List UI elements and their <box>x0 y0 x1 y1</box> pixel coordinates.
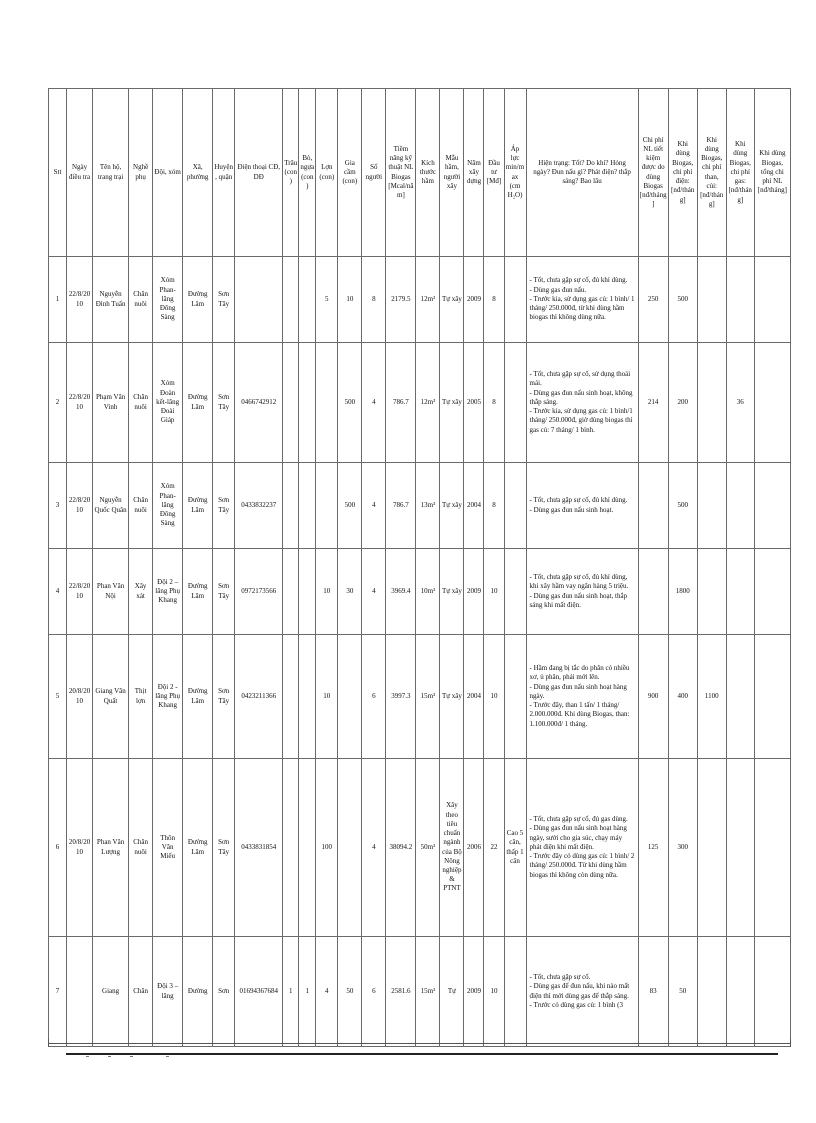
header-build-year: Năm xây dựng <box>464 89 484 257</box>
footer-rule-tick-right <box>790 1039 791 1047</box>
cell-digester-size: 12m³ <box>416 257 440 343</box>
cell-survey-date: 22/8/2010 <box>67 257 93 343</box>
cell-investment: 10 <box>484 635 504 759</box>
cell-biogas-potential: 2179.5 <box>386 257 416 343</box>
cell-side-job: Xây xát <box>129 549 153 635</box>
cell-cattle-horse: 1 <box>299 937 316 1047</box>
cell-electricity-cost: 300 <box>668 759 697 937</box>
cell-district: Sơn Tây <box>213 257 235 343</box>
cell-poultry: 500 <box>338 463 362 549</box>
cell-side-job: Chăn nuôi <box>129 257 153 343</box>
cell-persons: 6 <box>362 635 386 759</box>
cell-build-year: 2006 <box>464 759 484 937</box>
cell-district: Sơn Tây <box>213 343 235 463</box>
cell-pressure <box>504 635 526 759</box>
cell-total-energy-cost <box>754 343 790 463</box>
header-commune: Xã, phường <box>183 89 213 257</box>
cell-district: Sơn Tây <box>213 635 235 759</box>
cell-cattle-horse <box>299 343 316 463</box>
cell-commune: Đường Lâm <box>183 343 213 463</box>
cell-buffalo <box>283 549 299 635</box>
cell-build-year: 2004 <box>464 635 484 759</box>
footer-rule-tick-left <box>48 1039 49 1047</box>
cell-commune: Đường Lâm <box>183 463 213 549</box>
cell-electricity-cost: 500 <box>668 463 697 549</box>
cell-status-notes: - Tốt, chưa gặp sự cố, đủ khí dùng. - Dùng gas đun nấu. - Trước kia, sử dụng gas củ: 1 bình/ 1 tháng/ 250.000đ, từ khi dùng hầm biogas thì không dùng nữa. <box>526 257 638 343</box>
cell-buffalo <box>283 635 299 759</box>
cell-build-year: 2005 <box>464 343 484 463</box>
cell-coal-wood-cost <box>697 759 726 937</box>
cell-household-name: Phan Văn Lượng <box>93 759 129 937</box>
cell-digester-type: Tự xây <box>440 343 464 463</box>
cell-pressure: Cao 5 cân, thấp 1 cân <box>504 759 526 937</box>
cell-poultry: 500 <box>338 343 362 463</box>
cell-commune: Đường Lâm <box>183 257 213 343</box>
header-persons: Số người <box>362 89 386 257</box>
cell-energy-cost-saved: 83 <box>638 937 668 1047</box>
cell-status-notes: - Tốt, chưa gặp sự cố, đủ khí dùng. - Dùng gas đun nấu sinh hoạt. <box>526 463 638 549</box>
cell-total-energy-cost <box>754 549 790 635</box>
cell-status-notes: - Tốt, chưa gặp sự cố. - Dùng gas để đun nấu, khi nào mất điện thì mới dùng gas để thắp sáng. - Trước có dùng gas củ: 1 bình (3 <box>526 937 638 1047</box>
cell-survey-date: 22/8/2010 <box>67 343 93 463</box>
cell-district: Sơn Tây <box>213 463 235 549</box>
cell-poultry: 30 <box>338 549 362 635</box>
cell-energy-cost-saved: 900 <box>638 635 668 759</box>
header-survey-date: Ngày điều tra <box>67 89 93 257</box>
cell-poultry <box>338 759 362 937</box>
cell-pig <box>316 343 338 463</box>
cell-survey-date: 20/8/2010 <box>67 759 93 937</box>
cell-electricity-cost: 500 <box>668 257 697 343</box>
cell-pressure <box>504 549 526 635</box>
cell-side-job: Chăn nuôi <box>129 463 153 549</box>
footer-faint-marks <box>86 1056 206 1062</box>
cell-pig: 10 <box>316 635 338 759</box>
cell-persons: 4 <box>362 759 386 937</box>
cell-side-job: Chăn nuôi <box>129 343 153 463</box>
cell-buffalo: 1 <box>283 937 299 1047</box>
cell-coal-wood-cost: 1100 <box>697 635 726 759</box>
cell-total-energy-cost <box>754 463 790 549</box>
cell-household-name: Nguyễn Quốc Quân <box>93 463 129 549</box>
cell-survey-date: 22/8/2010 <box>67 463 93 549</box>
cell-biogas-potential: 38094.2 <box>386 759 416 937</box>
cell-stt: 7 <box>49 937 67 1047</box>
cell-team-hamlet: Xóm Đoàn kết-lăng Đoài Giáp <box>153 343 183 463</box>
cell-energy-cost-saved <box>638 463 668 549</box>
cell-investment: 8 <box>484 463 504 549</box>
cell-side-job: Chăn nuôi <box>129 759 153 937</box>
cell-digester-size: 10m³ <box>416 549 440 635</box>
cell-total-energy-cost <box>754 257 790 343</box>
cell-survey-date <box>67 937 93 1047</box>
table-row <box>49 759 791 937</box>
cell-total-energy-cost <box>754 759 790 937</box>
footer-thick-rule <box>66 1053 778 1055</box>
cell-gas-cost <box>726 257 754 343</box>
header-digester-size: Kích thước hầm <box>416 89 440 257</box>
cell-phone <box>235 257 283 343</box>
cell-buffalo <box>283 463 299 549</box>
cell-pig: 4 <box>316 937 338 1047</box>
cell-district: Sơn <box>213 937 235 1047</box>
cell-digester-size: 13m³ <box>416 463 440 549</box>
cell-cattle-horse <box>299 549 316 635</box>
cell-investment: 22 <box>484 759 504 937</box>
cell-biogas-potential: 3997.3 <box>386 635 416 759</box>
cell-stt: 4 <box>49 549 67 635</box>
header-digester-type: Mẫu hầm, người xây <box>440 89 464 257</box>
cell-team-hamlet: Đội 3 – lăng <box>153 937 183 1047</box>
header-household-name: Tên hộ, trang trại <box>93 89 129 257</box>
cell-digester-type: Tự <box>440 937 464 1047</box>
table-row <box>49 343 791 463</box>
biogas-survey-table <box>48 88 791 1047</box>
cell-household-name: Giang Văn Quất <box>93 635 129 759</box>
cell-build-year: 2009 <box>464 257 484 343</box>
cell-electricity-cost: 400 <box>668 635 697 759</box>
header-investment: Đầu tư [Mđ] <box>484 89 504 257</box>
cell-stt: 6 <box>49 759 67 937</box>
cell-digester-size: 12m³ <box>416 343 440 463</box>
cell-poultry: 50 <box>338 937 362 1047</box>
cell-phone: 0433831854 <box>235 759 283 937</box>
table-viewport <box>48 88 791 1009</box>
cell-build-year: 2009 <box>464 549 484 635</box>
table-row <box>49 549 791 635</box>
cell-pig <box>316 463 338 549</box>
cell-survey-date: 22/8/2010 <box>67 549 93 635</box>
cell-build-year: 2004 <box>464 463 484 549</box>
cell-pig: 10 <box>316 549 338 635</box>
cell-digester-size: 15m³ <box>416 937 440 1047</box>
cell-cattle-horse <box>299 635 316 759</box>
header-coal-wood-cost: Khi dùng Biogas, chi phí than, củi: [nđ/tháng] <box>697 89 726 257</box>
cell-team-hamlet: Xóm Phan-lăng Đông Sàng <box>153 257 183 343</box>
cell-team-hamlet: Đội 2 – lăng Phụ Khang <box>153 549 183 635</box>
cell-pressure <box>504 343 526 463</box>
cell-stt: 3 <box>49 463 67 549</box>
footer-rule <box>48 1043 791 1044</box>
cell-team-hamlet: Đội 2 - lăng Phụ Khang <box>153 635 183 759</box>
header-cattle-horse: Bò, ngựa (con) <box>299 89 316 257</box>
cell-persons: 4 <box>362 463 386 549</box>
cell-build-year: 2009 <box>464 937 484 1047</box>
cell-cattle-horse <box>299 759 316 937</box>
cell-side-job: Thịt lợn <box>129 635 153 759</box>
cell-cattle-horse <box>299 257 316 343</box>
header-pressure: Áp lực min/max (cm H₂O) <box>504 89 526 257</box>
cell-energy-cost-saved: 125 <box>638 759 668 937</box>
header-gas-cost: Khi dùng Biogas, chi phí gas: [nđ/tháng] <box>726 89 754 257</box>
cell-total-energy-cost <box>754 937 790 1047</box>
header-poultry: Gia cầm (con) <box>338 89 362 257</box>
cell-phone: 0466742912 <box>235 343 283 463</box>
cell-pressure <box>504 937 526 1047</box>
cell-biogas-potential: 2581.6 <box>386 937 416 1047</box>
cell-digester-type: Tự xây <box>440 257 464 343</box>
cell-electricity-cost: 1800 <box>668 549 697 635</box>
cell-coal-wood-cost <box>697 257 726 343</box>
cell-energy-cost-saved: 214 <box>638 343 668 463</box>
cell-survey-date: 20/8/2010 <box>67 635 93 759</box>
header-biogas-potential: Tiềm năng kỹ thuật NL Biogas [Mcal/năm] <box>386 89 416 257</box>
header-total-energy-cost: Khi dùng Biogas, tổng chi phí NL [nđ/tháng] <box>754 89 790 257</box>
cell-persons: 4 <box>362 343 386 463</box>
cell-stt: 5 <box>49 635 67 759</box>
table-row <box>49 257 791 343</box>
cell-buffalo <box>283 343 299 463</box>
cell-persons: 8 <box>362 257 386 343</box>
cell-status-notes: - Tốt, chưa gặp sự cố, sử dụng thoải mái. - Dùng gas đun nấu sinh hoạt, không thắp sáng. - Trước kia, sử dụng gas củ: 1 bình/1 tháng/ 250.000đ, giờ dùng biogas thì gas củ: 7 tháng/ 1 bình. <box>526 343 638 463</box>
cell-commune: Đường Lâm <box>183 549 213 635</box>
cell-phone: 0423211366 <box>235 635 283 759</box>
cell-pressure <box>504 257 526 343</box>
cell-district: Sơn Tây <box>213 759 235 937</box>
header-side-job: Nghề phụ <box>129 89 153 257</box>
cell-digester-type: Tự xây <box>440 635 464 759</box>
cell-investment: 8 <box>484 343 504 463</box>
cell-digester-type: Tự xây <box>440 549 464 635</box>
cell-status-notes: - Tốt, chưa gặp sự cố, đủ khí dùng, khi xây hầm vay ngân hàng 5 triệu. - Dùng gas đun nấu sinh hoạt, thắp sáng khi mất điện. <box>526 549 638 635</box>
cell-coal-wood-cost <box>697 343 726 463</box>
cell-status-notes: - Tốt, chưa gặp sự cố, đủ gas dùng. - Dùng gas đun nấu sinh hoạt hàng ngày, sưởi cho gia súc, chạy máy phát điện khi mất điện. - Trước đây có dùng gas củ: 1 bình/ 2 tháng/ 250.000đ. Từ khi dùng hầm biogas thì không còn dùng nữa. <box>526 759 638 937</box>
cell-investment: 8 <box>484 257 504 343</box>
table-header-row <box>49 89 791 257</box>
cell-biogas-potential: 3969.4 <box>386 549 416 635</box>
cell-commune: Đường <box>183 937 213 1047</box>
cell-digester-type: Tự xây <box>440 463 464 549</box>
cell-investment: 10 <box>484 549 504 635</box>
cell-household-name: Phan Văn Nội <box>93 549 129 635</box>
cell-electricity-cost: 200 <box>668 343 697 463</box>
cell-persons: 4 <box>362 549 386 635</box>
cell-digester-size: 50m³ <box>416 759 440 937</box>
cell-coal-wood-cost <box>697 463 726 549</box>
cell-household-name: Phạm Văn Vinh <box>93 343 129 463</box>
cell-side-job: Chăn <box>129 937 153 1047</box>
cell-digester-size: 15m³ <box>416 635 440 759</box>
cell-household-name: Nguyễn Đình Tuấn <box>93 257 129 343</box>
cell-persons: 6 <box>362 937 386 1047</box>
header-pig: Lợn (con) <box>316 89 338 257</box>
header-status-notes: Hiện trạng: Tốt? Do khí? Hỏng ngày? Đun nấu gì? Phát điện? thắp sáng? Bao lâu <box>526 89 638 257</box>
cell-investment: 10 <box>484 937 504 1047</box>
cell-poultry: 10 <box>338 257 362 343</box>
cell-coal-wood-cost <box>697 937 726 1047</box>
header-district: Huyện, quận <box>213 89 235 257</box>
cell-team-hamlet: Thôn Văn Miếu <box>153 759 183 937</box>
cell-gas-cost <box>726 549 754 635</box>
cell-stt: 2 <box>49 343 67 463</box>
cell-gas-cost <box>726 937 754 1047</box>
cell-buffalo <box>283 257 299 343</box>
cell-energy-cost-saved <box>638 549 668 635</box>
cell-coal-wood-cost <box>697 549 726 635</box>
cell-commune: Đường Lâm <box>183 635 213 759</box>
cell-digester-type: Xây theo tiêu chuẩn ngành của Bộ Nông nghiệp & PTNT <box>440 759 464 937</box>
cell-gas-cost <box>726 463 754 549</box>
cell-biogas-potential: 786.7 <box>386 343 416 463</box>
cell-phone: 01694367684 <box>235 937 283 1047</box>
cell-pig: 5 <box>316 257 338 343</box>
cell-district: Sơn Tây <box>213 549 235 635</box>
header-electricity-cost: Khi dùng Biogas, chi phí điện: [nđ/tháng] <box>668 89 697 257</box>
cell-household-name: Giang <box>93 937 129 1047</box>
header-team-hamlet: Đội, xóm <box>153 89 183 257</box>
cell-status-notes: - Hầm đang bị tắc do phân có nhiều xơ, ủ phân, phải mới lên. - Dùng gas đun nấu sinh hoạt hàng ngày. - Trước đây, than 1 tấn/ 1 tháng/ 2.000.000đ. Khi dùng Biogas, than: 1.100.000đ/ 1 tháng. <box>526 635 638 759</box>
table-body <box>49 257 791 1047</box>
header-stt: Stt <box>49 89 67 257</box>
cell-gas-cost <box>726 635 754 759</box>
cell-team-hamlet: Xóm Phan-lăng Đông Sàng <box>153 463 183 549</box>
table-row <box>49 635 791 759</box>
cell-pressure <box>504 463 526 549</box>
header-buffalo: Trâu (con) <box>283 89 299 257</box>
cell-gas-cost: 36 <box>726 343 754 463</box>
cell-energy-cost-saved: 250 <box>638 257 668 343</box>
cell-gas-cost <box>726 759 754 937</box>
cell-phone: 0433832237 <box>235 463 283 549</box>
cell-phone: 0972173566 <box>235 549 283 635</box>
table-row <box>49 463 791 549</box>
cell-total-energy-cost <box>754 635 790 759</box>
cell-poultry <box>338 635 362 759</box>
cell-commune: Đường Lâm <box>183 759 213 937</box>
cell-electricity-cost: 50 <box>668 937 697 1047</box>
cell-pig: 100 <box>316 759 338 937</box>
header-energy-cost-saved: Chi phí NL tiết kiệm được do dùng Biogas [nđ/tháng] <box>638 89 668 257</box>
cell-cattle-horse <box>299 463 316 549</box>
cell-stt: 1 <box>49 257 67 343</box>
cell-biogas-potential: 786.7 <box>386 463 416 549</box>
cell-buffalo <box>283 759 299 937</box>
table-row <box>49 937 791 1047</box>
header-phone: Điện thoại CĐ, DĐ <box>235 89 283 257</box>
